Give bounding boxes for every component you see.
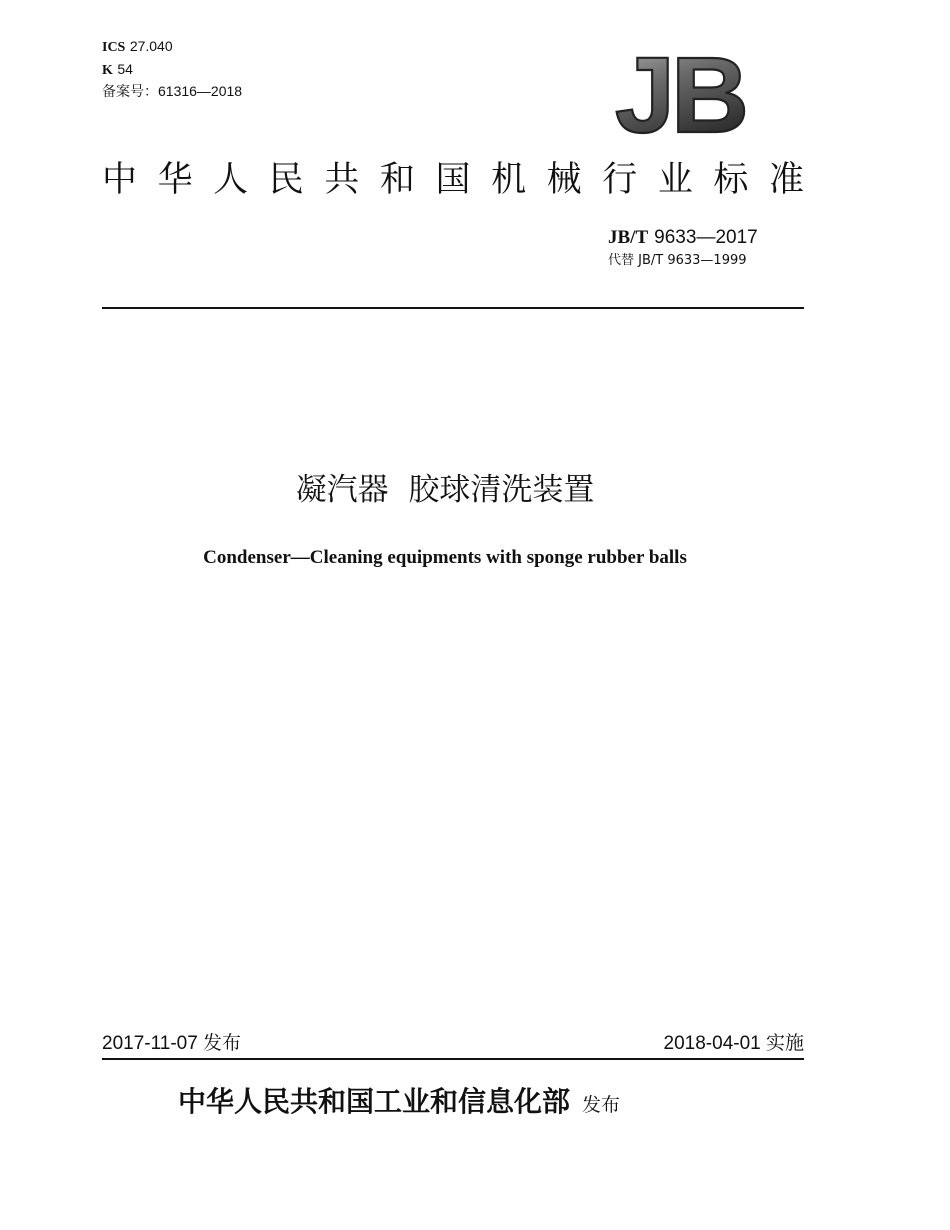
- document-title-chinese: 凝汽器 胶球清洗装置: [295, 472, 595, 508]
- ics-label: ICS: [102, 40, 126, 55]
- standard-category-title: 中华人民共和国机械行业标准: [102, 160, 804, 200]
- filing-value: 61316—2018: [158, 83, 243, 99]
- jb-logo-text: JB: [614, 46, 746, 138]
- publisher-action: 发布: [582, 1094, 621, 1116]
- ccs-label: K: [102, 63, 113, 78]
- ics-line: [102, 38, 173, 56]
- replaces-note: 代替 JB/T 9633—1999: [608, 253, 747, 268]
- publisher-line: [178, 1084, 620, 1123]
- standard-code: [608, 226, 758, 249]
- implementation-date: 2018-04-01 实施: [663, 1033, 804, 1054]
- top-divider: [102, 307, 804, 309]
- ics-value: 27.040: [129, 38, 173, 54]
- filing-line: [102, 83, 242, 100]
- jb-logo: [600, 46, 760, 138]
- publisher-organization: 中华人民共和国工业和信息化部: [178, 1085, 571, 1118]
- issue-date: 2017-11-07 发布: [102, 1033, 242, 1054]
- filing-label: 备案号：: [102, 83, 158, 99]
- bottom-divider: [102, 1058, 804, 1060]
- standard-code-number: 9633—2017: [654, 227, 758, 248]
- jb-logo-graphic: [600, 46, 760, 138]
- ccs-value: 54: [117, 61, 133, 77]
- ccs-line: [102, 61, 133, 79]
- standard-code-prefix: JB/T: [608, 227, 649, 248]
- document-title-english: Condenser—Cleaning equipments with sponge rubber balls: [203, 547, 687, 568]
